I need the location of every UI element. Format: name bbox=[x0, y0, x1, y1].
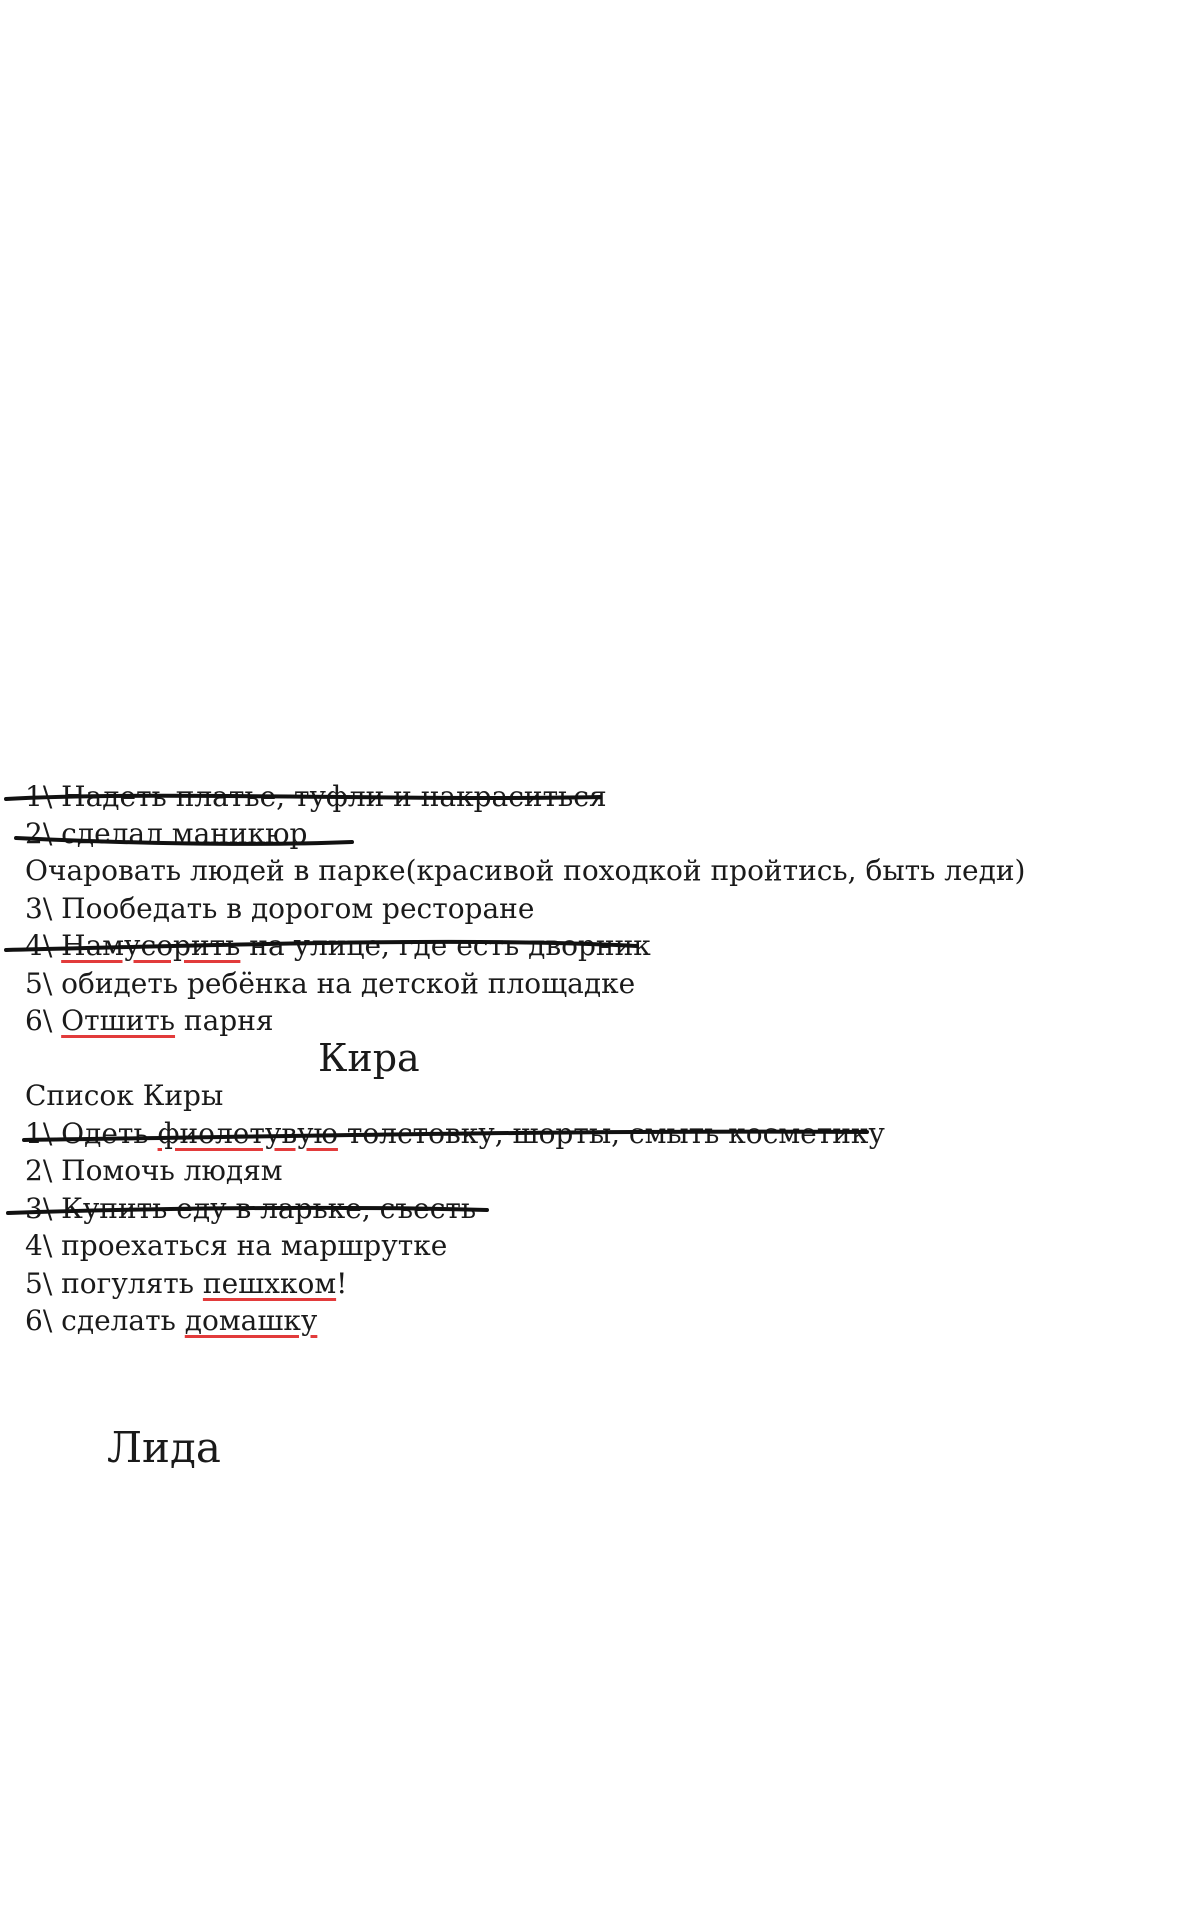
list1-item-3-text: 3\ Пообедать в дорогом ресторане bbox=[25, 892, 535, 925]
list2-item-2-text: 2\ Помочь людям bbox=[25, 1154, 283, 1187]
list1-item-6-rest: парня bbox=[175, 1004, 274, 1037]
spellcheck-word[interactable]: домашку bbox=[184, 1304, 318, 1337]
list2-item-1 bbox=[25, 1116, 885, 1152]
spellcheck-word[interactable]: пешхком bbox=[202, 1267, 337, 1300]
list2-item-6 bbox=[25, 1303, 317, 1339]
list1-item-6-number: 6\ bbox=[25, 1004, 62, 1037]
heading-kira: Кира bbox=[318, 1036, 420, 1080]
spellcheck-word[interactable]: фиолетувую bbox=[157, 1117, 338, 1150]
list1-item-5 bbox=[25, 966, 635, 1002]
list1-item-2 bbox=[25, 816, 307, 852]
list2-item-2 bbox=[25, 1153, 283, 1189]
list1-item-1 bbox=[25, 779, 607, 815]
list2-item-5 bbox=[25, 1266, 347, 1302]
list1-item-1-text: 1\ Надеть платье, туфли и накраситься bbox=[25, 780, 607, 813]
list2-item-3 bbox=[25, 1191, 476, 1227]
list1-item-4 bbox=[25, 928, 651, 964]
list1-item-6 bbox=[25, 1003, 274, 1039]
list1-item-charm bbox=[25, 853, 1025, 889]
list2-item-5-number: 5\ погулять bbox=[25, 1267, 203, 1300]
list2-item-4-text: 4\ проехаться на маршрутке bbox=[25, 1229, 448, 1262]
spellcheck-word[interactable]: Отшить bbox=[61, 1004, 176, 1037]
list2-title-text: Список Киры bbox=[25, 1079, 224, 1112]
list1-item-3 bbox=[25, 891, 534, 927]
list2-title bbox=[25, 1078, 223, 1114]
list2-item-1-rest: толстовку, шорты, смыть косметику bbox=[337, 1117, 885, 1150]
list2-item-4 bbox=[25, 1228, 447, 1264]
list1-item-5-text: 5\ обидеть ребёнка на детской площадке bbox=[25, 967, 636, 1000]
heading-lida: Лида bbox=[107, 1423, 221, 1472]
list1-item-2-text: 2\ сделал маникюр bbox=[25, 817, 308, 850]
list1-item-4-rest: на улице, где есть дворник bbox=[240, 929, 651, 962]
list1-item-4-number: 4\ bbox=[25, 929, 62, 962]
list2-item-3-text: 3\ Купить еду в ларьке, съесть bbox=[25, 1192, 477, 1225]
list2-item-1-number: 1\ Одеть bbox=[25, 1117, 158, 1150]
spellcheck-word[interactable]: Намусорить bbox=[61, 929, 241, 962]
list1-item-charm-text: Очаровать людей в парке(красивой походкой пройтись, быть леди) bbox=[25, 854, 1026, 887]
list2-item-5-rest: ! bbox=[336, 1267, 348, 1300]
list2-item-6-number: 6\ сделать bbox=[25, 1304, 185, 1337]
